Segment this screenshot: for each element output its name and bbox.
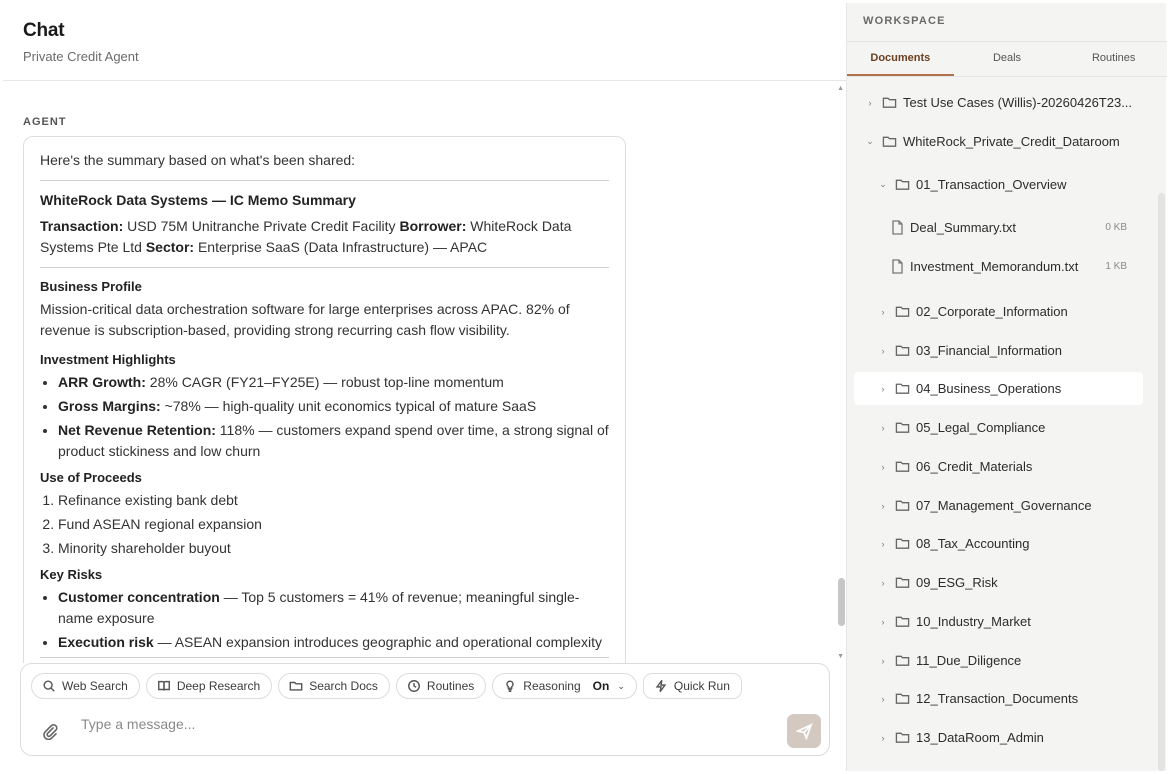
- tree-folder-08[interactable]: [876, 527, 1158, 560]
- folder-icon: [289, 679, 303, 693]
- workspace-label: WORKSPACE: [863, 15, 946, 27]
- folder-icon: [895, 177, 910, 192]
- folder-icon: [895, 730, 910, 745]
- chat-pane: [3, 3, 846, 771]
- list-item: 1. Refinance existing bank debt: [58, 490, 609, 511]
- risk-label: Customer concentration: [58, 589, 220, 605]
- scroll-down-icon[interactable]: ▼: [837, 653, 844, 660]
- folder-label: 12_Transaction_Documents: [916, 691, 1079, 706]
- book-icon: [157, 679, 171, 693]
- tree-folder-02[interactable]: [876, 295, 1158, 328]
- highlight-label: Net Revenue Retention:: [58, 422, 216, 438]
- folder-icon: [895, 304, 910, 319]
- chevron-right-icon[interactable]: ›: [881, 577, 885, 588]
- reasoning-label: Reasoning: [523, 679, 581, 693]
- message-input[interactable]: [81, 712, 721, 736]
- folder-label: 09_ESG_Risk: [916, 575, 998, 590]
- highlights-list: [58, 372, 609, 462]
- file-label: Deal_Summary.txt: [910, 220, 1016, 235]
- list-item: [58, 372, 609, 393]
- tree-folder-01[interactable]: [876, 168, 1158, 201]
- folder-label: 13_DataRoom_Admin: [916, 730, 1044, 745]
- folder-icon: [895, 614, 910, 629]
- folder-icon: [882, 134, 897, 149]
- file-icon: [891, 259, 904, 274]
- proceeds-heading: Use of Proceeds: [40, 470, 142, 485]
- message-list[interactable]: [3, 83, 846, 663]
- file-size: 0 KB: [1105, 222, 1127, 233]
- reasoning-toggle[interactable]: [492, 673, 637, 699]
- folder-label: 06_Credit_Materials: [916, 459, 1033, 474]
- tree-file-investment-memorandum[interactable]: [891, 250, 1127, 283]
- scrollbar-thumb[interactable]: [838, 578, 845, 626]
- tree-folder-test-use-cases[interactable]: [863, 86, 1158, 119]
- folder-icon: [895, 653, 910, 668]
- chevron-right-icon[interactable]: ›: [881, 655, 885, 666]
- tree-folder-12[interactable]: [876, 682, 1158, 715]
- clock-icon: [407, 679, 421, 693]
- folder-icon: [882, 95, 897, 110]
- folder-icon: [895, 536, 910, 551]
- web-search-label: Web Search: [62, 679, 128, 693]
- tree-file-deal-summary[interactable]: [891, 211, 1127, 244]
- folder-label: 07_Management_Governance: [916, 498, 1092, 513]
- chevron-right-icon[interactable]: ›: [881, 383, 885, 394]
- highlight-label: ARR Growth:: [58, 374, 146, 390]
- list-item: [58, 420, 609, 462]
- quick-run-label: Quick Run: [673, 679, 730, 693]
- deep-research-label: Deep Research: [176, 679, 261, 693]
- message-composer: [20, 663, 830, 756]
- folder-label: 01_Transaction_Overview: [916, 177, 1067, 192]
- chevron-down-icon: ⌄: [617, 680, 625, 691]
- list-item: [58, 587, 609, 629]
- chevron-right-icon[interactable]: ›: [868, 97, 872, 108]
- agent-message-bubble: [23, 136, 626, 663]
- workspace-tabs: [847, 41, 1167, 77]
- tree-folder-05[interactable]: [876, 411, 1158, 444]
- memo-title: WhiteRock Data Systems — IC Memo Summary: [40, 192, 356, 208]
- web-search-button[interactable]: [31, 673, 140, 699]
- divider: [40, 267, 609, 268]
- risk-text: — ASEAN expansion introduces geographic and operational complexity: [153, 634, 602, 650]
- highlight-text: 118% — customers expand spend over time, a strong signal of product stickiness and low churn: [58, 422, 609, 459]
- highlight-label: Gross Margins:: [58, 398, 161, 414]
- chevron-down-icon[interactable]: ⌄: [879, 179, 887, 189]
- chevron-down-icon[interactable]: ⌄: [866, 136, 874, 146]
- send-icon: [796, 723, 813, 740]
- routines-label: Routines: [426, 679, 475, 693]
- tab-documents[interactable]: Documents: [847, 42, 954, 76]
- folder-icon: [895, 691, 910, 706]
- folder-label: 10_Industry_Market: [916, 614, 1031, 629]
- tree-folder-09[interactable]: [876, 566, 1158, 599]
- folder-icon: [895, 420, 910, 435]
- file-label: Investment_Memorandum.txt: [910, 259, 1079, 274]
- deal-terms: [40, 216, 609, 258]
- folder-label: 08_Tax_Accounting: [916, 536, 1030, 551]
- paperclip-icon: [41, 722, 59, 740]
- folder-icon: [895, 381, 910, 396]
- search-docs-button[interactable]: [278, 673, 390, 699]
- page-title: Chat: [23, 20, 65, 41]
- chat-header: [3, 3, 846, 81]
- chevron-right-icon[interactable]: ›: [881, 500, 885, 511]
- chevron-right-icon[interactable]: ›: [881, 306, 885, 317]
- highlights-heading: Investment Highlights: [40, 352, 176, 367]
- risk-text: — Top 5 customers = 41% of revenue; meaningful single-name exposure: [58, 589, 580, 626]
- folder-label: 02_Corporate_Information: [916, 304, 1068, 319]
- chevron-right-icon[interactable]: ›: [881, 345, 885, 356]
- chevron-right-icon[interactable]: ›: [881, 732, 885, 743]
- file-size: 1 KB: [1105, 261, 1127, 272]
- list-item: 3. Minority shareholder buyout: [58, 538, 609, 559]
- folder-label: 04_Business_Operations: [916, 381, 1062, 396]
- attach-button[interactable]: [41, 722, 59, 740]
- tree-folder-10[interactable]: [876, 605, 1158, 638]
- routines-button[interactable]: [396, 673, 486, 699]
- business-profile-text: Mission-critical data orchestration software for large enterprises across APAC. 82% of revenue is subscription-based, providing strong recurring cash flow visibility.: [40, 301, 570, 338]
- tree-folder-07[interactable]: [876, 489, 1158, 522]
- borrower-value: WhiteRock Data Systems Pte Ltd: [40, 218, 572, 255]
- scroll-up-icon[interactable]: ▲: [837, 85, 844, 92]
- quick-run-button[interactable]: [643, 673, 742, 699]
- transaction-label: Transaction:: [40, 218, 124, 234]
- highlight-text: ~78% — high-quality unit economics typical of mature SaaS: [160, 398, 537, 414]
- chevron-right-icon[interactable]: ›: [881, 461, 885, 472]
- page-subtitle: Private Credit Agent: [23, 49, 139, 64]
- list-item: 2. Fund ASEAN regional expansion: [58, 514, 609, 535]
- lightning-icon: [654, 679, 668, 693]
- sector-label: Sector:: [145, 239, 195, 255]
- tree-folder-11[interactable]: [876, 644, 1158, 677]
- folder-icon: [895, 498, 910, 513]
- risk-label: Execution risk: [58, 634, 154, 650]
- composer-tools: [31, 673, 742, 699]
- document-tree[interactable]: [847, 79, 1167, 771]
- tree-folder-13[interactable]: [876, 721, 1158, 754]
- tree-folder-dataroom[interactable]: [863, 125, 1158, 158]
- risks-heading: Key Risks: [40, 567, 103, 582]
- folder-icon: [895, 343, 910, 358]
- borrower-label: Borrower:: [399, 218, 467, 234]
- chevron-right-icon[interactable]: ›: [881, 616, 885, 627]
- tree-folder-04[interactable]: [854, 372, 1143, 405]
- lightbulb-icon: [503, 679, 517, 693]
- folder-icon: [895, 575, 910, 590]
- search-docs-label: Search Docs: [309, 679, 378, 693]
- search-icon: [42, 679, 56, 693]
- message-intro: Here's the summary based on what's been shared:: [40, 152, 356, 168]
- chevron-right-icon[interactable]: ›: [881, 422, 885, 433]
- reasoning-value: On: [592, 679, 610, 693]
- chevron-right-icon[interactable]: ›: [881, 693, 885, 704]
- file-icon: [891, 220, 904, 235]
- tree-folder-06[interactable]: [876, 450, 1158, 483]
- folder-icon: [895, 459, 910, 474]
- tab-deals[interactable]: Deals: [992, 52, 1022, 64]
- send-button[interactable]: [787, 714, 821, 748]
- deep-research-button[interactable]: [146, 673, 272, 699]
- folder-label: Test Use Cases (Willis)-20260426T23...: [903, 95, 1133, 110]
- sector-value: Enterprise SaaS (Data Infrastructure) — APAC: [194, 239, 488, 255]
- tree-scrollbar[interactable]: [1158, 193, 1165, 771]
- business-profile-heading: Business Profile: [40, 279, 142, 294]
- tab-routines[interactable]: Routines: [1091, 52, 1136, 64]
- list-item: [58, 396, 609, 417]
- highlight-text: 28% CAGR (FY21–FY25E) — robust top-line momentum: [145, 374, 504, 390]
- folder-label: 03_Financial_Information: [916, 343, 1062, 358]
- proceeds-list: [58, 490, 609, 559]
- divider: [40, 657, 609, 658]
- workspace-panel: [846, 3, 1166, 771]
- list-item: [58, 632, 609, 653]
- folder-label: WhiteRock_Private_Credit_Dataroom: [903, 134, 1120, 149]
- folder-label: 05_Legal_Compliance: [916, 420, 1046, 435]
- tree-folder-03[interactable]: [876, 334, 1158, 367]
- transaction-value: USD 75M Unitranche Private Credit Facility: [123, 218, 400, 234]
- divider: [40, 180, 609, 181]
- chevron-right-icon[interactable]: ›: [881, 538, 885, 549]
- message-scrollbar[interactable]: [836, 83, 846, 663]
- risks-list: [58, 587, 609, 653]
- agent-role-label: AGENT: [23, 116, 67, 128]
- folder-label: 11_Due_Diligence: [916, 653, 1022, 668]
